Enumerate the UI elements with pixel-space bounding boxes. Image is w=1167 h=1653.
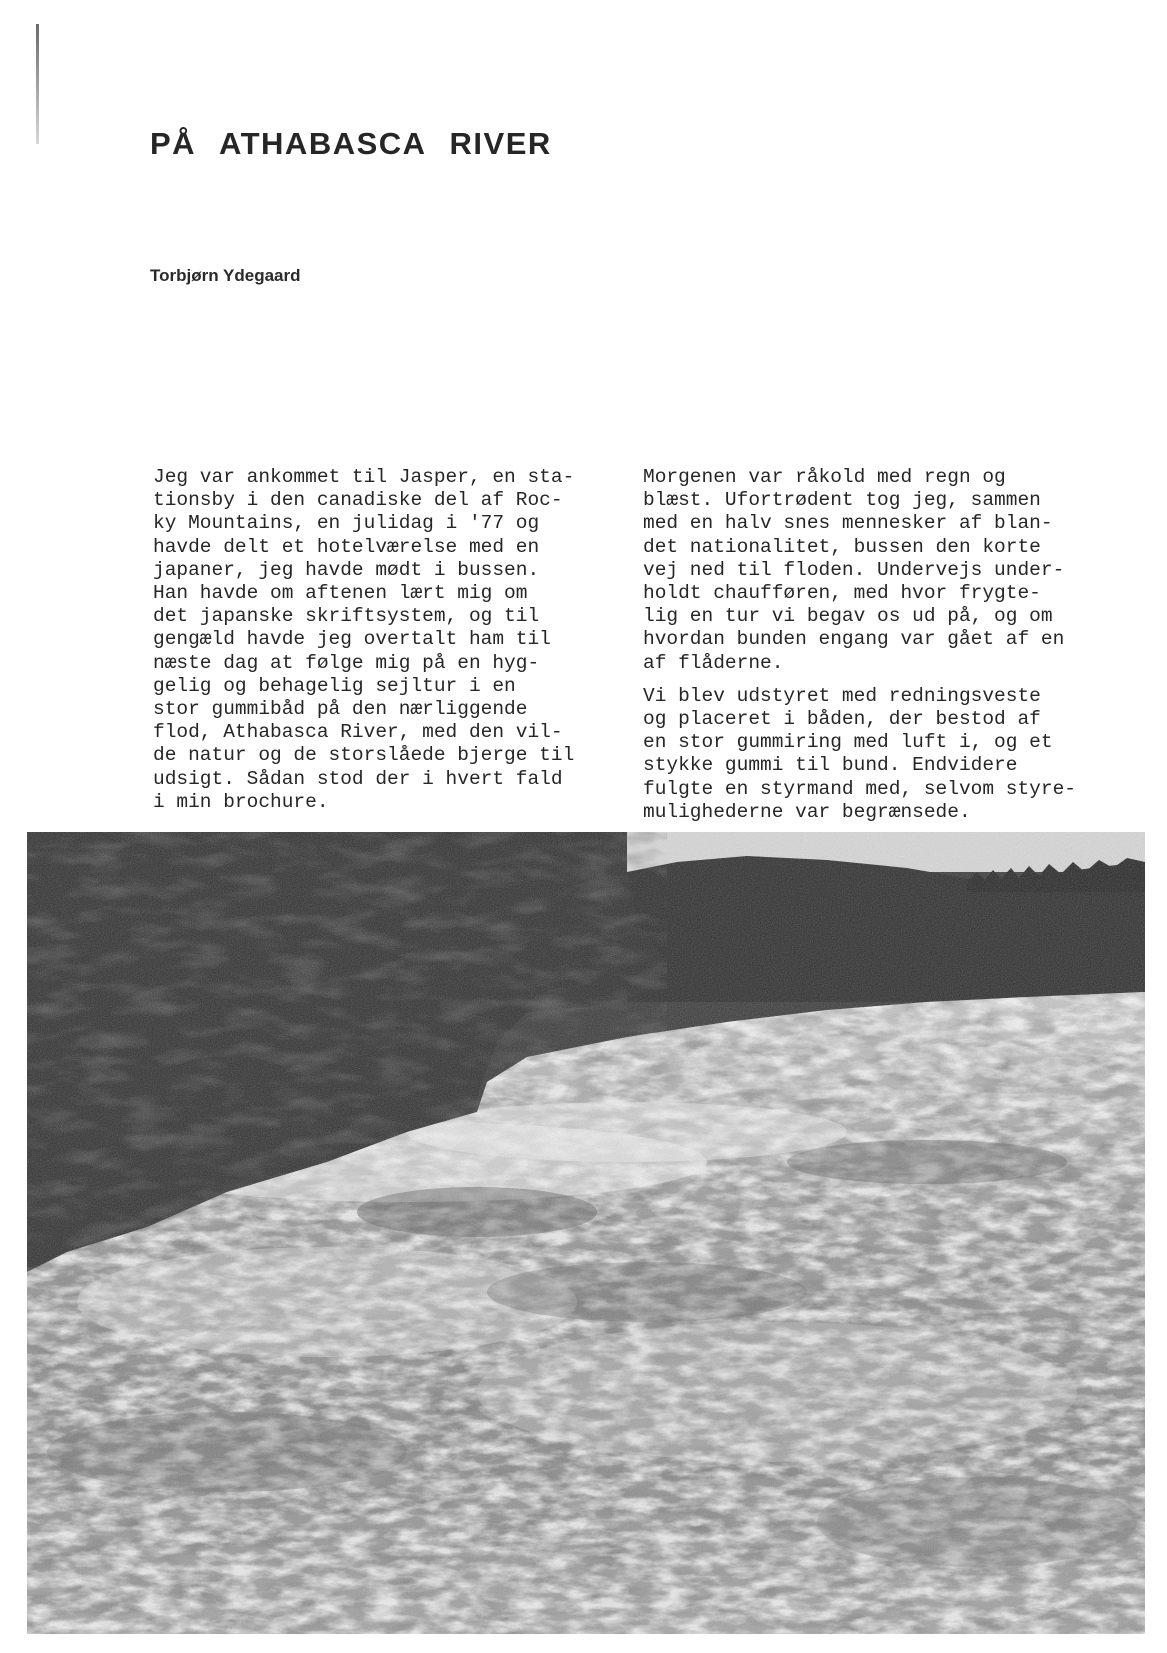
- left-text-column: [153, 466, 574, 824]
- paragraph: Morgenen var råkold med regn og blæst. Ufortrødent tog jeg, sammen med en halv snes mennesker af blan- det nationalitet, bussen den korte vej ned til floden. Undervejs under- holdt chaufføren, med hvor frygte- lig en tur vi begav os ud på, og om hvordan bunden engang var gået af en af flåderne.: [643, 466, 1065, 674]
- river-rapids-photo: [27, 832, 1145, 1634]
- scan-edge-shadow: [36, 24, 39, 144]
- right-text-column: [643, 466, 1076, 834]
- paragraph: Jeg var ankommet til Jasper, en sta- tionsby i den canadiske del af Roc- ky Mountains, en julidag i '77 og havde delt et hotelværelse med en japaner, jeg havde mødt i bussen. Han havde om aftenen lært mig om det japanske skriftsystem, og til gengæld havde jeg overtalt ham til næste dag at følge mig på en hyg- gelig og behagelig sejltur i en stor gummibåd på den nærliggende flod, Athabasca River, med den vil- de natur og de storslåede bjerge til udsigt. Sådan stod der i hvert fald i min brochure.: [153, 466, 575, 813]
- paragraph: Vi blev udstyret med redningsveste og placeret i båden, der bestod af en stor gummiring med luft i, og et stykke gummi til bund. Endvidere fulgte en styrmand med, selvom styre- mulighederne var begrænsede.: [643, 684, 1076, 823]
- author-byline: Torbjørn Ydegaard: [150, 266, 301, 285]
- article-title: PÅ ATHABASCA RIVER: [150, 126, 552, 161]
